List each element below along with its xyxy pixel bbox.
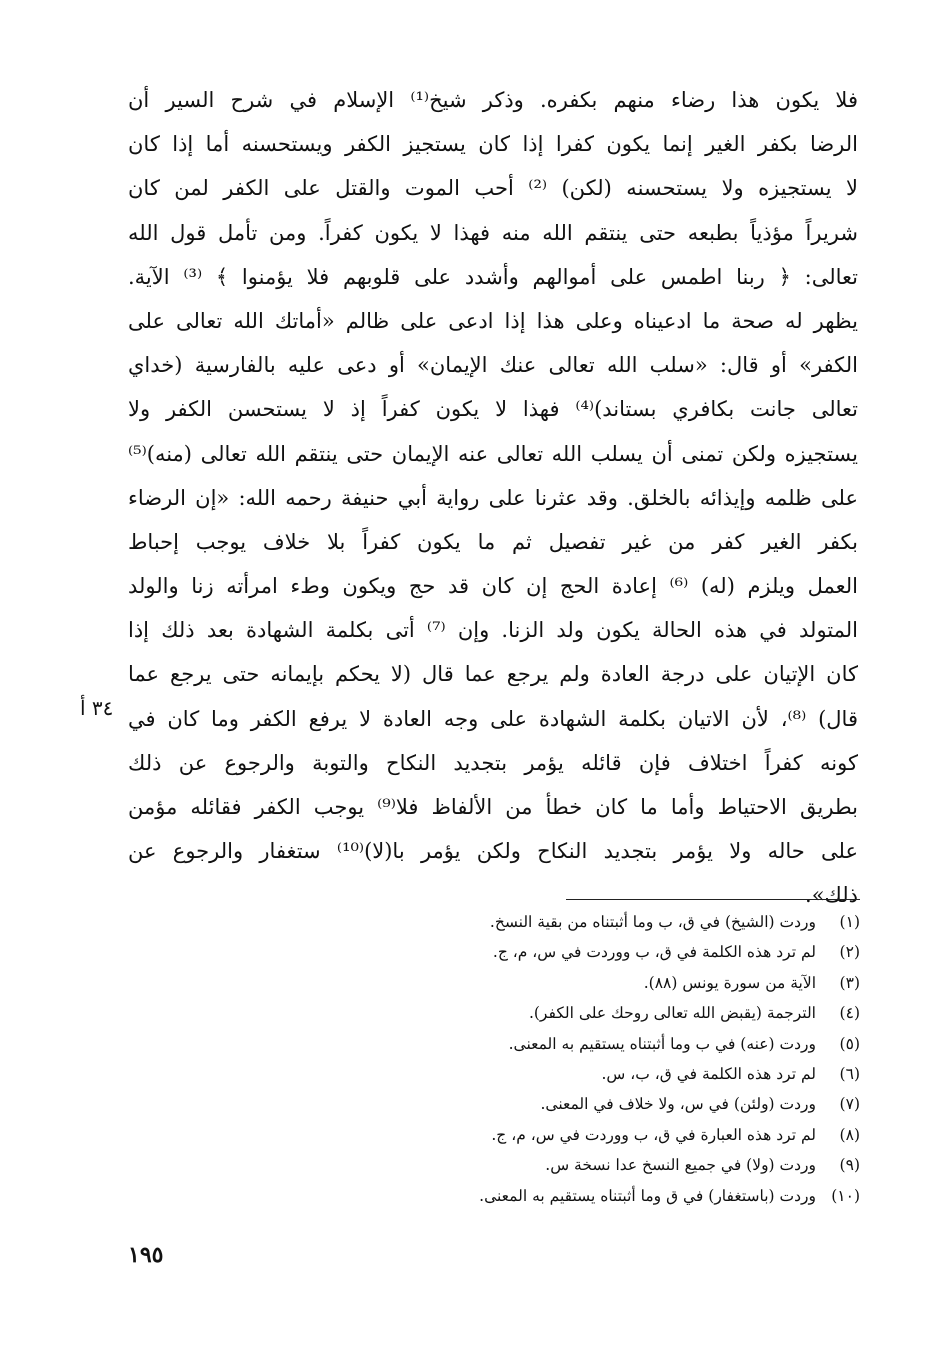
footnote: [360, 1029, 860, 1059]
footnote: [360, 907, 860, 937]
text-line: شريراً مؤذياً بطبعه حتى ينتقم الله منه فهذا لا يكون كفراً. ومن تأمل قول الله: [128, 220, 858, 245]
footnote-text: لم ترد هذه العبارة في ق، ب ووردت في س، م، ج.: [491, 1125, 816, 1144]
footnote: [360, 1150, 860, 1180]
text-line: قال) ⁽⁸⁾، لأن الاتيان بكلمة الشهادة على وجه العادة لا يرفع الكفر وما كان في: [128, 706, 858, 731]
footnote-number: (٧): [839, 1095, 860, 1114]
footnote-number: (٦): [839, 1064, 860, 1083]
footnote-text: لم ترد هذه الكلمة في ق، ب ووردت في س، م، ج.: [492, 943, 816, 962]
footnote: [360, 1059, 860, 1089]
footnote-number: (٤): [839, 1004, 860, 1023]
footnote-text: الآية من سورة يونس (٨٨).: [643, 973, 816, 992]
footnote: [360, 1181, 860, 1211]
text-line: الكفر» أو قال: «سلب الله تعالى عنك الإيمان» أو دعى عليه بالفارسية (خداي: [128, 353, 858, 378]
footnote-text: وردت (ولا) في جميع النسخ عدا نسخة س.: [545, 1156, 816, 1175]
footnote-separator: [566, 899, 860, 900]
text-line: فلا يكون هذا رضاء منهم بكفره. وذكر شيخ⁽¹⁾ الإسلام في شرح السير أن: [128, 88, 858, 112]
text-line: على حاله ولا يؤمر بتجديد النكاح ولكن يؤمر با(لا)⁽¹⁰⁾ ستغفار والرجوع عن: [128, 839, 858, 864]
footnote-number: (٢): [839, 943, 860, 962]
text-line: بكفر الغير كفر من غير تفصيل ثم ما يكون كفراً بلا خلاف يوجب إحباط: [128, 529, 858, 554]
text-line: تعالى: ﴿ ربنا اطمس على أموالهم وأشدد على قلوبهم فلا يؤمنوا ﴾ ⁽³⁾ الآية.: [128, 264, 858, 289]
footnotes-list: [360, 907, 860, 1211]
text-line: يظهر له صحة ما ادعيناه وعلى هذا إذا ادعى على ظالم «أماتك الله تعالى على: [128, 308, 858, 333]
footnote-number: (٨): [839, 1125, 860, 1144]
footnote-text: وردت (الشيخ) في ق، ب وما أثبتناه من بقية النسخ.: [489, 913, 816, 931]
footnote-number: (١): [839, 913, 860, 931]
footnote-number: (٥): [839, 1034, 860, 1053]
text-line: الرضا بكفر الغير إنما يكون كفرا إذا كان يستجيز الكفر ويستحسنه أما إذا كان: [128, 132, 858, 157]
footnote: [360, 968, 860, 998]
text-line: المتولد في هذه الحالة يكون ولد الزنا. وإن ⁽⁷⁾ أتى بكلمة الشهادة بعد ذلك إذا: [128, 618, 858, 643]
footnote: [360, 998, 860, 1028]
text-line: كونه كفراً اختلاف فإن قائله يؤمر بتجديد النكاح والتوبة والرجوع عن ذلك: [128, 750, 858, 775]
text-line: على ظلمه وإيذائه بالخلق. وقد عثرنا على رواية أبي حنيفة رحمه الله: «إن الرضاء: [128, 485, 858, 510]
footnote-text: وردت (عنه) في ب وما أثبتناه يستقيم به المعنى.: [508, 1034, 816, 1053]
text-line: لا يستجيزه ولا يستحسنه (لكن) ⁽²⁾ أحب الموت والقتل على الكفر لمن كان: [128, 176, 858, 201]
text-line: بطريق الاحتياط وأما ما كان خطأ من الألفاظ فلا⁽⁹⁾ يوجب الكفر فقائله مؤمن: [128, 795, 858, 819]
footnote-number: (٣): [839, 973, 860, 992]
footnote-number: (١٠): [831, 1186, 860, 1205]
main-text-block: [128, 78, 858, 918]
footnote: [360, 1120, 860, 1150]
text-line: العمل ويلزم (له) ⁽⁶⁾ إعادة الحج إن كان قد حج ويكون وطء امرأته زنا والولد: [128, 574, 858, 599]
footnote-text: الترجمة (يقبض الله تعالى روحك على الكفر).: [528, 1004, 816, 1023]
page-number: ١٩٥: [128, 1242, 164, 1268]
footnote: [360, 1089, 860, 1119]
footnote-text: وردت (ولئن) في س، ولا خلاف في المعنى.: [540, 1095, 816, 1114]
footnote-text: وردت (باستغفار) في ق وما أثبتناه يستقيم به المعنى.: [479, 1186, 816, 1205]
text-line: ذلك».: [805, 883, 858, 908]
manuscript-folio-marker: ٣٤ أ: [80, 696, 114, 720]
text-line: كان الإتيان على درجة العادة ولم يرجع عما قال (لا يحكم بإيمانه حتى يرجع عما: [128, 662, 858, 687]
text-line: تعالى جانت بكافري بستاند)⁽⁴⁾ فهذا لا يكون كفراً إذ لا يستحسن الكفر ولا: [128, 397, 858, 422]
text-line: يستجيزه ولكن تمنى أن يسلب الله تعالى عنه الإيمان حتى ينتقم الله تعالى (منه)⁽⁵⁾: [128, 441, 858, 466]
footnote: [360, 937, 860, 967]
footnote-text: لم ترد هذه الكلمة في ق، ب، س.: [601, 1064, 816, 1083]
footnote-number: (٩): [839, 1156, 860, 1175]
